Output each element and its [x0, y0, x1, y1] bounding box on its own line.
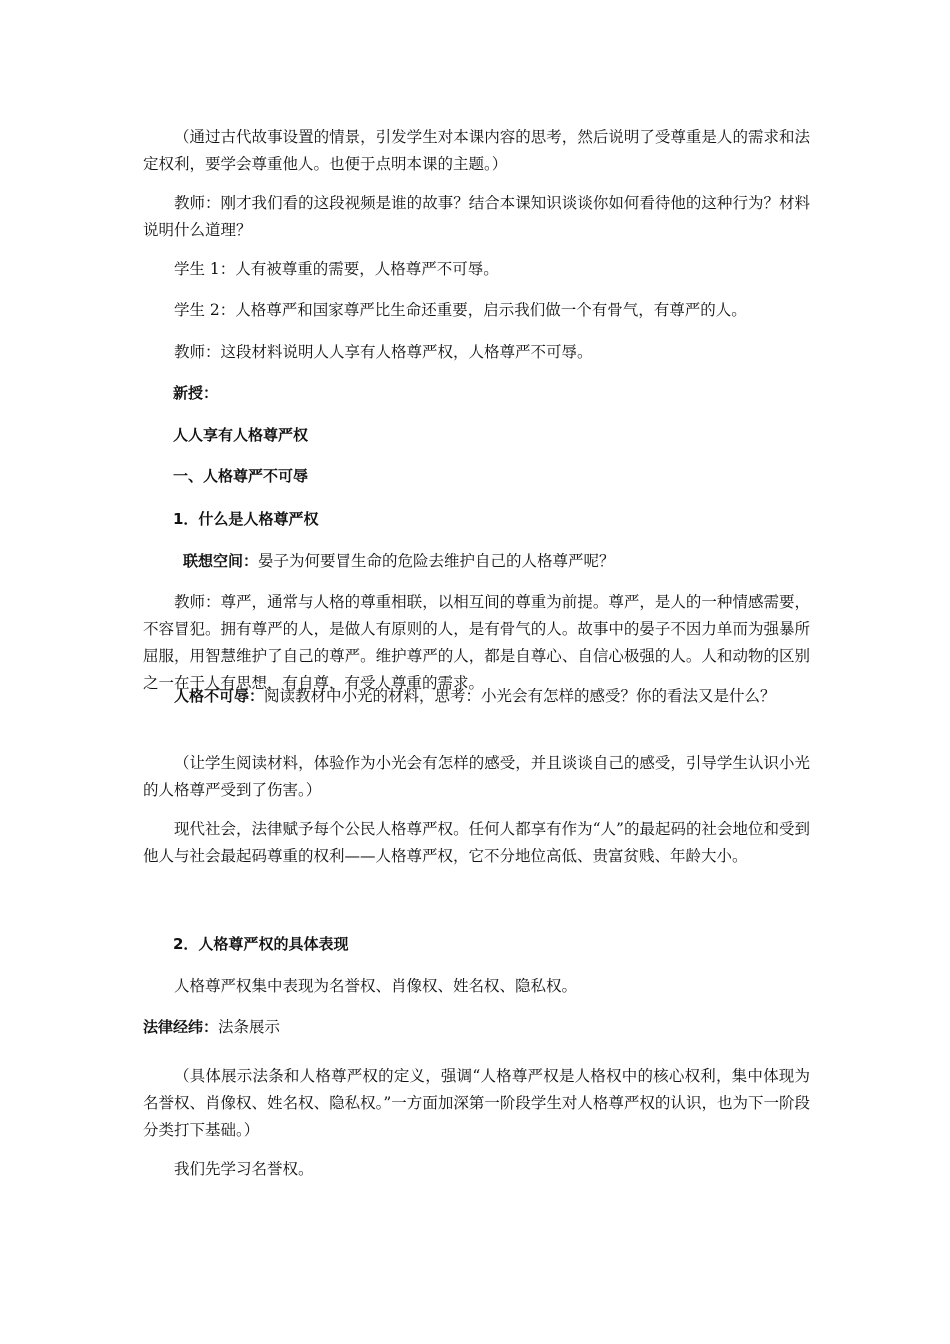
- association-space-text: 晏子为何要冒生命的危险去维护自己的人格尊严呢？: [258, 552, 615, 570]
- paragraph-reputation-intro: 我们先学习名誉权。: [174, 1160, 314, 1178]
- heading-subsection-1: 1．什么是人格尊严权: [173, 510, 319, 528]
- heading-subsection-2: 2．人格尊严权的具体表现: [173, 935, 349, 953]
- law-section-label: 法律经纬：: [143, 1018, 219, 1036]
- paragraph-law-note: （具体展示法条和人格尊严权的定义，强调“人格尊严权是人格权中的核心权利，集中体现为名誉权、肖像权、姓名权、隐私权。”一方面加深第一阶段学生对人格尊严权的认识，也为下一阶段分类打下基础。）: [143, 1067, 810, 1139]
- heading-section-one: 一、人格尊严不可辱: [173, 467, 309, 485]
- paragraph-dignity-inviolable: [143, 683, 810, 710]
- paragraph-reading-note: （让学生阅读材料，体验作为小光会有怎样的感受，并且谈谈自己的感受，引导学生认识小光的人格尊严受到了伤害。）: [143, 754, 810, 799]
- dignity-inviolable-text: 阅读教材中小光的材料，思考：小光会有怎样的感受？你的看法又是什么？: [264, 687, 776, 705]
- law-section-text: 法条展示: [218, 1018, 281, 1036]
- paragraph-association-space: [183, 548, 810, 575]
- paragraph-teacher-question: 教师：刚才我们看的这段视频是谁的故事？结合本课知识谈谈你如何看待他的这种行为？材料说明什么道理？: [143, 194, 810, 239]
- paragraph-modern-society: 现代社会，法律赋予每个公民人格尊严权。任何人都享有作为“人”的最起码的社会地位和受到他人与社会最起码尊重的权利——人格尊严权，它不分地位高低、贵富贫贱、年龄大小。: [143, 820, 810, 865]
- paragraph-teacher-dignity: 教师：尊严，通常与人格的尊重相联，以相互间的尊重为前提。尊严，是人的一种情感需要，不容冒犯。拥有尊严的人，是做人有原则的人，是有骨气的人。故事中的晏子不因力单而为强暴所屈服，用智慧维护了自己的尊严。维护尊严的人，都是自尊心、自信心极强的人。人和动物的区别之一在于人有思想，有自尊，有受人尊重的需求。: [143, 593, 810, 692]
- paragraph-intro-note: （通过古代故事设置的情景，引发学生对本课内容的思考，然后说明了受尊重是人的需求和法定权利，要学会尊重他人。也便于点明本课的主题。）: [143, 128, 810, 173]
- paragraph-student-2: 学生 2：人格尊严和国家尊严比生命还重要，启示我们做一个有骨气，有尊严的人。: [174, 301, 747, 319]
- heading-lesson-title: 人人享有人格尊严权: [173, 426, 309, 444]
- paragraph-teacher-summary: 教师：这段材料说明人人享有人格尊严权，人格尊严不可辱。: [174, 343, 593, 361]
- paragraph-student-1: 学生 1：人有被尊重的需要，人格尊严不可辱。: [174, 260, 499, 278]
- paragraph-law-section: [143, 1014, 810, 1041]
- dignity-inviolable-label: 人格不可辱：: [174, 687, 265, 705]
- heading-new-lesson: 新授：: [173, 384, 219, 402]
- association-space-label: 联想空间：: [183, 552, 259, 570]
- paragraph-rights-list: 人格尊严权集中表现为名誉权、肖像权、姓名权、隐私权。: [174, 977, 578, 995]
